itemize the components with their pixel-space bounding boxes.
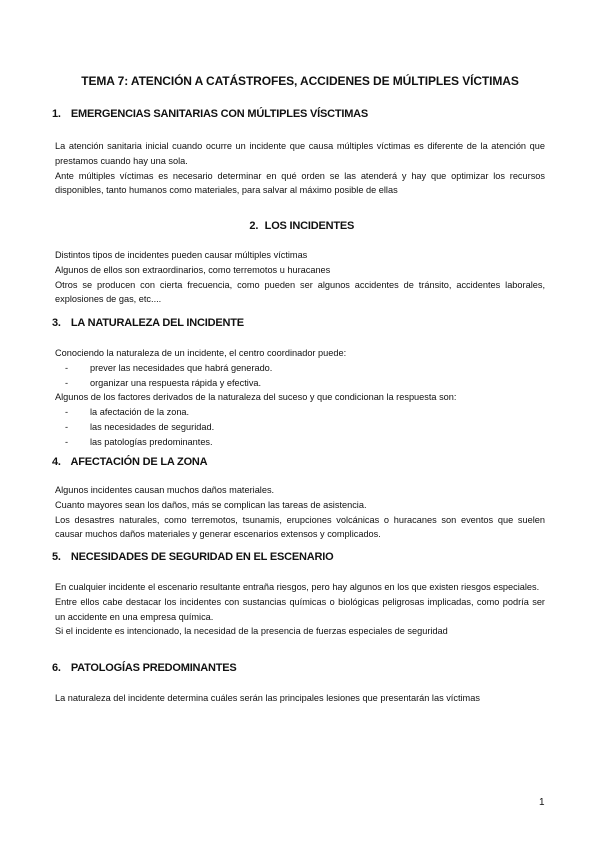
section-number: 6.	[52, 662, 61, 674]
section-1-heading	[52, 108, 368, 120]
section-title: LOS INCIDENTES	[264, 220, 355, 232]
section-title: PATOLOGÍAS PREDOMINANTES	[70, 662, 237, 674]
paragraph: Conociendo la naturaleza de un incidente, el centro coordinador puede:	[55, 348, 347, 358]
section-title: EMERGENCIAS SANITARIAS CON MÚLTIPLES VÍSCTIMAS	[70, 108, 369, 120]
section-3-body	[55, 346, 545, 450]
section-4-heading	[52, 456, 207, 468]
bullet-dash: -	[65, 436, 69, 447]
list-item: - prever las necesidades que habrá generado.	[55, 361, 545, 376]
section-2-heading	[0, 220, 600, 232]
page-number: 1	[539, 797, 545, 808]
bullet-dash: -	[65, 421, 69, 432]
section-2-body	[55, 248, 545, 307]
paragraph: Si el incidente es intencionado, la necesidad de la presencia de fuerzas especiales de seguridad	[55, 626, 448, 637]
paragraph: Distintos tipos de incidentes pueden causar múltiples víctimas	[55, 250, 308, 260]
section-1-body	[55, 139, 545, 198]
paragraph: Cuanto mayores sean los daños, más se complican las tareas de asistencia.	[55, 499, 367, 510]
list-item: - organizar una respuesta rápida y efectiva.	[55, 376, 545, 391]
paragraph: Algunos incidentes causan muchos daños materiales.	[55, 485, 275, 495]
bullet-dash: -	[65, 407, 69, 418]
section-number: 2.	[249, 220, 259, 232]
section-3-heading	[52, 317, 244, 329]
paragraph: Algunos de ellos son extraordinarios, como terremotos u huracanes	[55, 264, 331, 275]
section-title: LA NATURALEZA DEL INCIDENTE	[70, 317, 244, 329]
section-4-body	[55, 483, 545, 542]
section-number: 4.	[52, 456, 61, 468]
bullet-dash: -	[65, 362, 69, 373]
paragraph: La naturaleza del incidente determina cuáles serán las principales lesiones que presentarán las víctimas	[55, 693, 480, 703]
paragraph: Los desastres naturales, como terremotos, tsunamis, erupciones volcánicas o huracanes son eventos que suelen causar muchos daños materiales y generar escenarios extensos y complicados.	[55, 514, 545, 540]
paragraph: Ante múltiples víctimas es necesario determinar en qué orden se las atenderá y hay que optimizar los recursos disponibles, tanto humanos como materiales, para salvar al máximo posible de ellas	[55, 170, 545, 196]
paragraph: Otros se producen con cierta frecuencia, como pueden ser algunos accidentes de tránsito, accidentes laborales, explosiones de gas, etc....	[55, 279, 545, 305]
section-number: 3.	[52, 317, 61, 329]
bullet-dash: -	[65, 377, 69, 388]
list-item: - las necesidades de seguridad.	[55, 420, 545, 435]
list-item: - las patologías predominantes.	[55, 435, 545, 450]
section-number: 1.	[52, 108, 61, 120]
paragraph: Entre ellos cabe destacar los incidentes con sustancias químicas o biológicas peligrosas implicadas, como podría ser un accidente en una empresa química.	[55, 596, 545, 622]
paragraph: Algunos de los factores derivados de la naturaleza del suceso y que condicionan la respuesta son:	[55, 392, 457, 403]
section-6-heading	[52, 662, 237, 674]
section-title: NECESIDADES DE SEGURIDAD EN EL ESCENARIO	[70, 551, 334, 563]
list-item: - la afectación de la zona.	[55, 405, 545, 420]
section-title: AFECTACIÓN DE LA ZONA	[70, 456, 208, 468]
section-number: 5.	[52, 551, 61, 563]
paragraph: La atención sanitaria inicial cuando ocurre un incidente que causa múltiples víctimas es diferente de la atención que prestamos cuando hay una sola.	[55, 141, 545, 166]
section-6-body	[55, 691, 545, 706]
section-5-heading	[52, 551, 333, 563]
document-title: TEMA 7: ATENCIÓN A CATÁSTROFES, ACCIDENES DE MÚLTIPLES VÍCTIMAS	[81, 74, 519, 88]
section-5-body	[55, 580, 545, 639]
paragraph: En cualquier incidente el escenario resultante entraña riesgos, pero hay algunos en los que existen riesgos especiales.	[55, 582, 540, 592]
